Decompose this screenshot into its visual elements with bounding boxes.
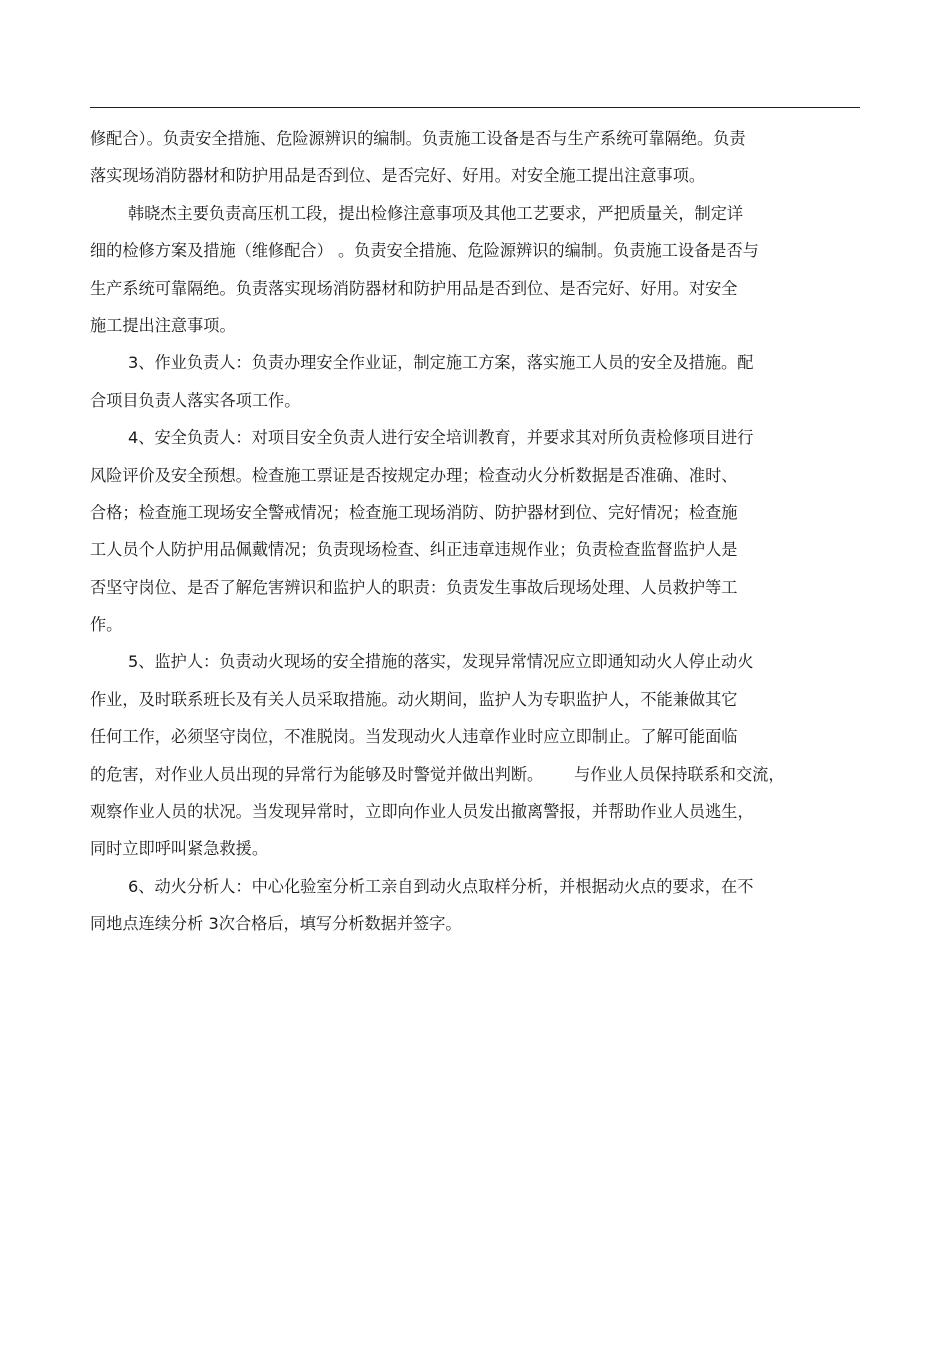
text-line: 修配合）。负责安全措施、危险源辨识的编制。负责施工设备是否与生产系统可靠隔绝。负责	[90, 129, 746, 148]
paragraph-start-line: 韩晓杰主要负责高压机工段，提出检修注意事项及其他工艺要求，严把质量关，制定详	[128, 203, 744, 223]
text-line: 合格；检查施工现场安全警戒情况；检查施工现场消防、防护器材到位、完好情况；检查施	[90, 502, 738, 522]
text-line: 合项目负责人落实各项工作。	[90, 390, 301, 410]
text-line: 生产系统可靠隔绝。负责落实现场消防器材和防护用品是否到位、是否完好、好用。对安全	[90, 278, 738, 298]
header-rule	[90, 107, 860, 108]
paragraph-start-line: 5、监护人：负责动火现场的安全措施的落实，发现异常情况应立即通知动火人停止动火	[128, 652, 754, 672]
paragraph-start-line: 4、安全负责人：对项目安全负责人进行安全培训教育，并要求其对所负责检修项目进行	[128, 428, 754, 448]
paragraph-start-line: 6、动火分析人：中心化验室分析工亲自到动火点取样分析，并根据动火点的要求，在不	[128, 876, 754, 896]
text-line: 观察作业人员的状况。当发现异常时，立即向作业人员发出撤离警报，并帮助作业人员逃生，	[90, 802, 754, 822]
text-line: 任何工作，必须坚守岗位，不准脱岗。当发现动火人违章作业时应立即制止。了解可能面临	[90, 727, 738, 747]
text-line: 工人员个人防护用品佩戴情况；负责现场检查、纠正违章违规作业；负责检查监督监护人是	[90, 540, 738, 560]
text-line: 同时立即呼叫紧急救援。	[90, 839, 269, 859]
text-line: 风险评价及安全预想。检查施工票证是否按规定办理；检查动火分析数据是否准确、准时、	[90, 465, 738, 485]
text-line: 施工提出注意事项。	[90, 315, 236, 335]
paragraph-start-line: 3、作业负责人：负责办理安全作业证，制定施工方案，落实施工人员的安全及措施。配	[128, 353, 754, 373]
text-line: 作。	[90, 615, 123, 635]
text-line: 细的检修方案及措施（维修配合） 。负责安全措施、危险源辨识的编制。负责施工设备是否与	[90, 241, 759, 261]
text-line: 的危害，对作业人员出现的异常行为能够及时警觉并做出判断。 与作业人员保持联系和交流，	[90, 764, 785, 784]
document-body	[90, 120, 860, 943]
text-line: 否坚守岗位、是否了解危害辨识和监护人的职责：负责发生事故后现场处理、人员救护等工	[90, 577, 738, 597]
text-line: 同地点连续分析 3次合格后，填写分析数据并签字。	[90, 914, 462, 934]
text-line: 作业，及时联系班长及有关人员采取措施。动火期间，监护人为专职监护人，不能兼做其它	[90, 689, 738, 709]
text-line: 落实现场消防器材和防护用品是否到位、是否完好、好用。对安全施工提出注意事项。	[90, 166, 706, 186]
